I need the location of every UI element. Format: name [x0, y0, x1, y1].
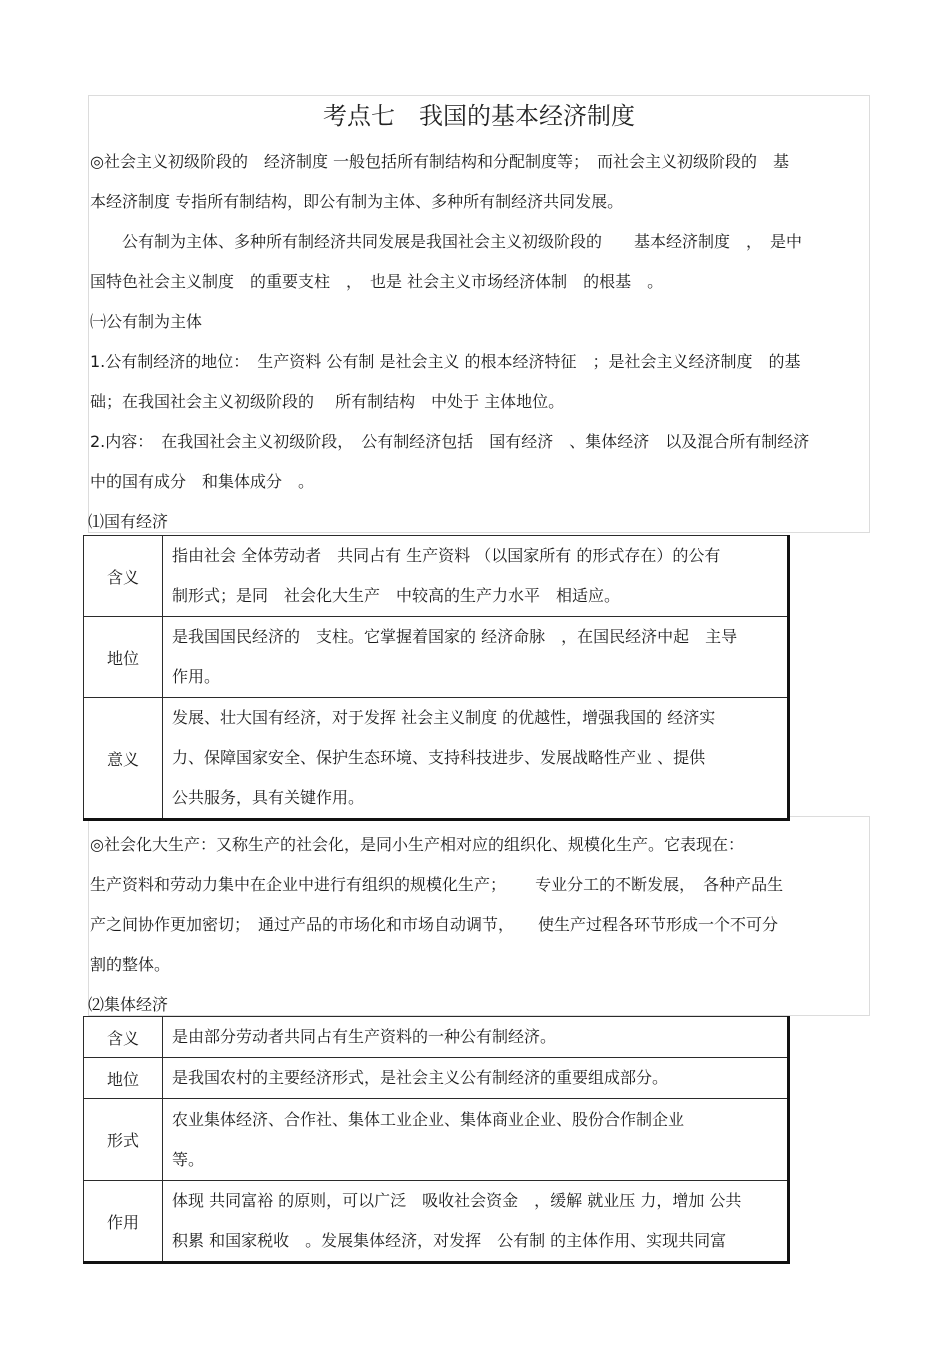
cell-line: 发展、壮大国有经济，对于发挥 社会主义制度 的优越性，增强我国的 经济实: [172, 708, 716, 727]
row-head: 意义: [84, 698, 163, 820]
row-head: 含义: [84, 1017, 163, 1058]
cell-line: 作用。: [172, 667, 221, 686]
page-title: 考点七 我国的基本经济制度: [323, 102, 635, 130]
cell-line: 公共服务，具有关键作用。: [172, 788, 365, 807]
table-row: [84, 617, 789, 698]
content-line-1: 2.内容： 在我国社会主义初级阶段， 公有制经济包括 国有经济 、集体经济 以及混合所有制经济: [90, 432, 810, 451]
intro-line-1: ◎社会主义初级阶段的 经济制度 一般包括所有制结构和分配制度等； 而社会主义初级阶段的 基: [90, 152, 790, 171]
note-line-2: 生产资料和劳动力集中在企业中进行有组织的规模化生产； 专业分工的不断发展， 各种产品生: [90, 875, 784, 894]
status-line-2: 础；在我国社会主义初级阶段的 所有制结构 中处于 主体地位。: [90, 392, 565, 411]
note-line-4: 割的整体。: [90, 955, 171, 974]
cell-line: 体现 共同富裕 的原则，可以广泛 吸收社会资金 ，缓解 就业压 力，增加 公共: [172, 1191, 742, 1210]
table-row: [84, 536, 789, 617]
table-row: [84, 698, 789, 820]
cell-line: 制形式；是同 社会化大生产 中较高的生产力水平 相适应。: [172, 586, 621, 605]
cell-line: 是由部分劳动者共同占有生产资料的一种公有制经济。: [172, 1027, 557, 1046]
cell-line: 积累 和国家税收 。发展集体经济，对发挥 公有制 的主体作用、实现共同富: [172, 1231, 727, 1250]
row-body: [163, 1181, 789, 1263]
row-body: [163, 1099, 789, 1181]
note-line-3: 产之间协作更加密切； 通过产品的市场化和市场自动调节， 使生产过程各环节形成一个不可分: [90, 915, 779, 934]
table-row: [84, 1017, 789, 1058]
collective-economy-table: [83, 1016, 790, 1264]
row-head: 地位: [84, 617, 163, 698]
row-head: 含义: [84, 536, 163, 617]
row-body: [163, 536, 789, 617]
row-body: [163, 1017, 789, 1058]
row-body: [163, 617, 789, 698]
content-line-2: 中的国有成分 和集体成分 。: [90, 472, 315, 491]
cell-line: 是我国国民经济的 支柱。它掌握着国家的 经济命脉 ，在国民经济中起 主导: [172, 627, 738, 646]
note-line-1: ◎社会化大生产：又称生产的社会化，是同小生产相对应的组织化、规模化生产。它表现在：: [90, 835, 744, 854]
cell-line: 力、保障国家安全、保护生态环境、支持科技进步、发展战略性产业 、提供: [172, 748, 706, 767]
row-head: 地位: [84, 1058, 163, 1099]
table-row: [84, 1099, 789, 1181]
cell-line: 农业集体经济、合作社、集体工业企业、集体商业企业、股份合作制企业: [172, 1109, 685, 1129]
status-line-1: 1.公有制经济的地位： 生产资料 公有制 是社会主义 的根本经济特征 ；是社会主义经济制度 的基: [90, 352, 801, 371]
row-body: [163, 698, 789, 820]
subheading-collective-economy: ⑵集体经济: [88, 995, 169, 1014]
table-row: [84, 1181, 789, 1263]
intro-line-2: 本经济制度 专指所有制结构，即公有制为主体、多种所有制经济共同发展。: [90, 192, 624, 211]
intro-line-3: 公有制为主体、多种所有制经济共同发展是我国社会主义初级阶段的 基本经济制度 ， 是中: [90, 232, 803, 251]
state-economy-table: [83, 535, 790, 821]
row-head: 形式: [84, 1099, 163, 1181]
row-head: 作用: [84, 1181, 163, 1263]
cell-line: 指由社会 全体劳动者 共同占有 生产资料 （以国家所有 的形式存在）的公有: [172, 546, 721, 565]
table-row: [84, 1058, 789, 1099]
section-heading-public-ownership: ㈠公有制为主体: [90, 312, 203, 331]
row-body: [163, 1058, 789, 1099]
cell-line: 是我国农村的主要经济形式，是社会主义公有制经济的重要组成部分。: [172, 1068, 669, 1087]
subheading-state-economy: ⑴国有经济: [88, 512, 169, 531]
cell-line: 等。: [172, 1149, 205, 1169]
intro-line-4: 国特色社会主义制度 的重要支柱 ， 也是 社会主义市场经济体制 的根基 。: [90, 272, 664, 291]
